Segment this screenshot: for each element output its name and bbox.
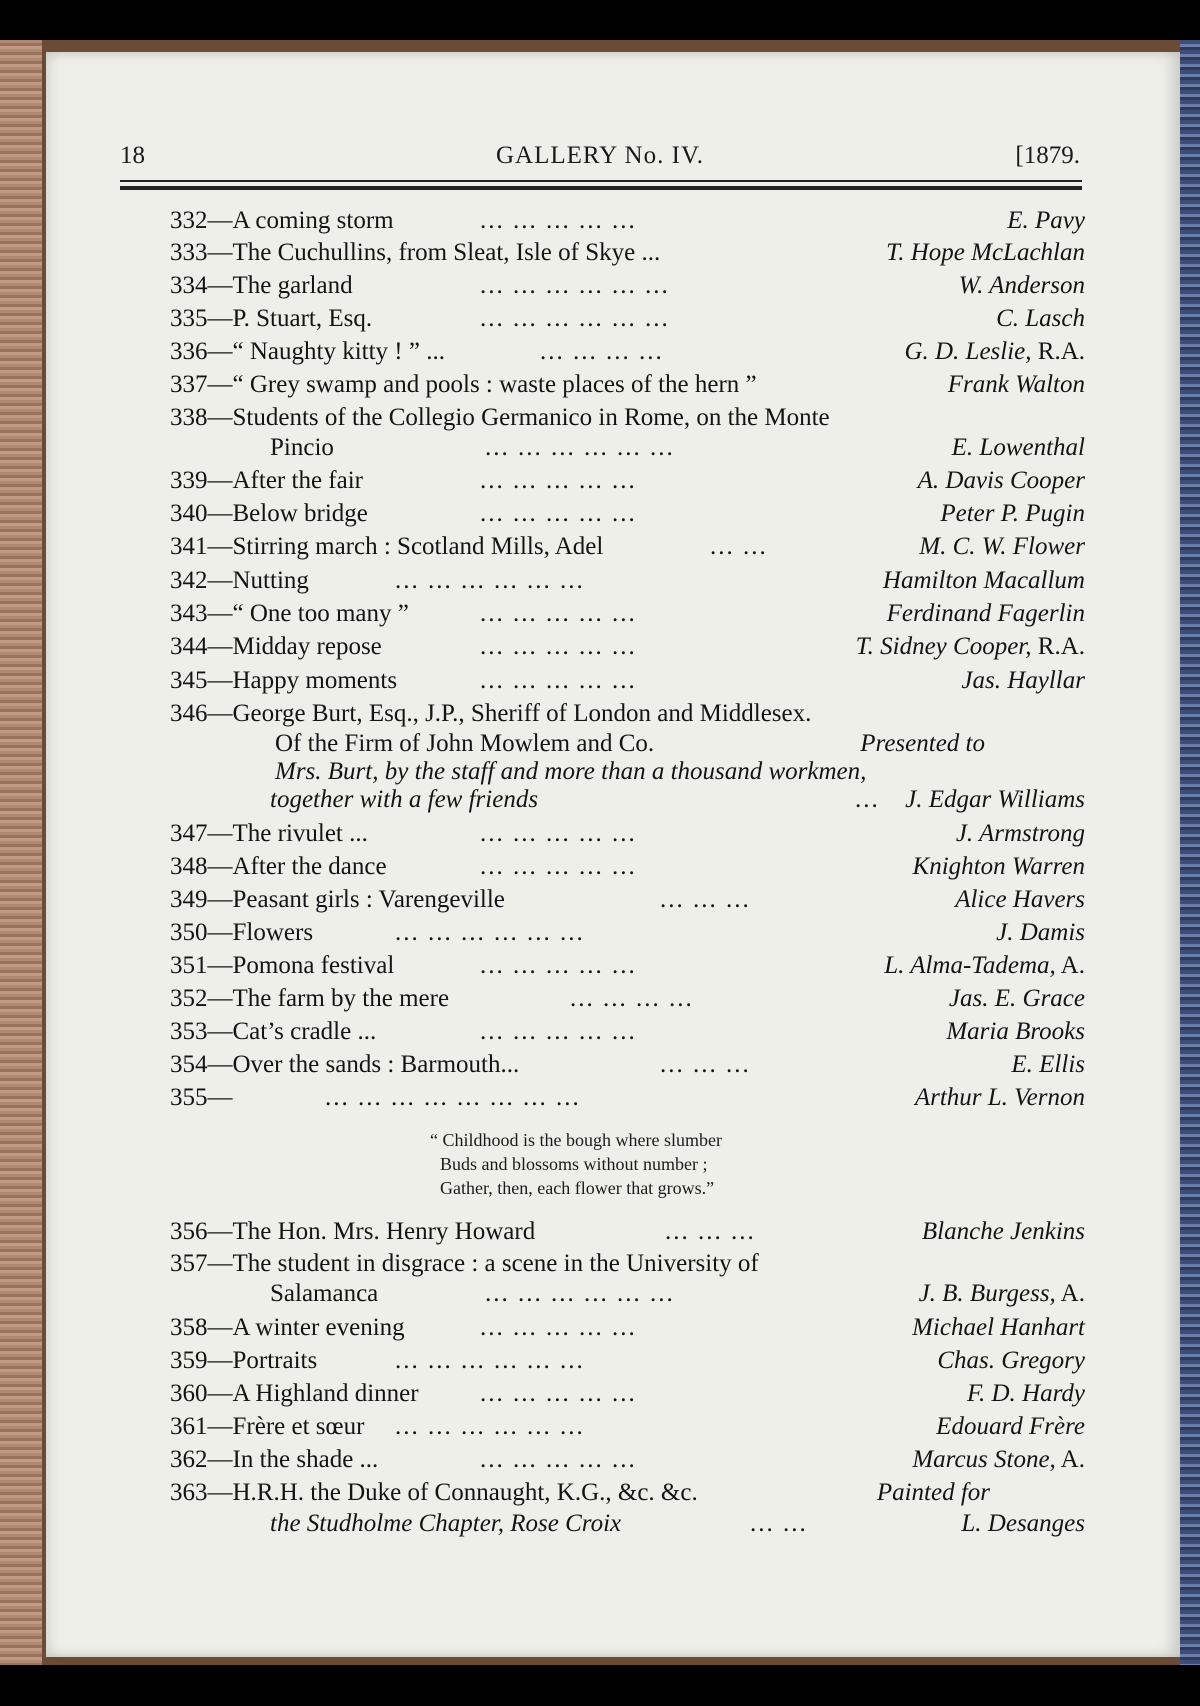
catalogue-entry-continuation: together with a few friends ... J. Edgar Williams [270,786,1085,813]
catalogue-entry: 341—Stirring march : Scotland Mills, Adel ... ... M. C. W. Flower [170,533,1085,560]
catalogue-entry: 363—H.R.H. the Duke of Connaught, K.G., &c. &c. Painted for [170,1479,990,1506]
catalogue-entry: 358—A winter evening ... ... ... ... ... Michael Hanhart [170,1314,1085,1341]
catalogue-entry: 348—After the dance ... ... ... ... ... Knighton Warren [170,853,1085,880]
catalogue-entry: 357—The student in disgrace : a scene in the University of [170,1250,759,1277]
catalogue-entry: 342—Nutting ... ... ... ... ... ... Hamilton Macallum [170,567,1085,594]
page-number: 18 [120,142,145,169]
catalogue-entry: 350—Flowers ... ... ... ... ... ... J. Damis [170,919,1085,946]
catalogue-entry: 335—P. Stuart, Esq. ... ... ... ... ... ... C. Lasch [170,305,1085,332]
catalogue-entry: 354—Over the sands : Barmouth... ... ... ... E. Ellis [170,1051,1085,1078]
catalogue-entry-continuation: Salamanca ... ... ... ... ... ... J. B. Burgess, A. [270,1280,1085,1307]
catalogue-entry: 351—Pomona festival ... ... ... ... ... L. Alma-Tadema, A. [170,952,1085,979]
gallery-title: GALLERY No. IV. [495,142,705,169]
catalogue-year: [1879. [1015,142,1080,169]
catalogue-entry: 345—Happy moments ... ... ... ... ... Jas. Hayllar [170,667,1085,694]
catalogue-entry: 346—George Burt, Esq., J.P., Sheriff of London and Middlesex. [170,700,812,727]
catalogue-entry: 339—After the fair ... ... ... ... ... A. Davis Cooper [170,467,1085,494]
catalogue-entry: 336—“ Naughty kitty ! ” ... ... ... ... ... G. D. Leslie, R.A. [170,338,1085,365]
catalogue-entry: 360—A Highland dinner ... ... ... ... ... F. D. Hardy [170,1380,1085,1407]
catalogue-entry: 347—The rivulet ... ... ... ... ... ... J. Armstrong [170,820,1085,847]
catalogue-entry: 356—The Hon. Mrs. Henry Howard ... ... ... Blanche Jenkins [170,1218,1085,1245]
catalogue-entry: 355— ... ... ... ... ... ... ... ... Arthur L. Vernon [170,1084,1085,1111]
poem-quote: “ Childhood is the bough where slumber Buds and blossoms without number ; Gather, then, each flower that grows.” [430,1130,722,1198]
catalogue-entry: 338—Students of the Collegio Germanico in Rome, on the Monte [170,404,830,431]
catalogue-entry: 349—Peasant girls : Varengeville ... ... ... Alice Havers [170,886,1085,913]
catalogue-entry-continuation: Of the Firm of John Mowlem and Co. Presented to [275,730,985,757]
catalogue-entry: 340—Below bridge ... ... ... ... ... Peter P. Pugin [170,500,1085,527]
catalogue-entry: 344—Midday repose ... ... ... ... ... T. Sidney Cooper, R.A. [170,633,1085,660]
catalogue-entry: 334—The garland ... ... ... ... ... ... W. Anderson [170,272,1085,299]
catalogue-entry: 361—Frère et sœur ... ... ... ... ... ... Edouard Frère [170,1413,1085,1440]
catalogue-entry: 352—The farm by the mere ... ... ... ... Jas. E. Grace [170,985,1085,1012]
catalogue-entry: 343—“ One too many ” ... ... ... ... ... Ferdinand Fagerlin [170,600,1085,627]
catalogue-entry: 353—Cat’s cradle ... ... ... ... ... ... Maria Brooks [170,1018,1085,1045]
catalogue-entry: 359—Portraits ... ... ... ... ... ... Chas. Gregory [170,1347,1085,1374]
catalogue-entry-continuation: the Studholme Chapter, Rose Croix ... ... L. Desanges [270,1510,1085,1537]
catalogue-entry-continuation: Mrs. Burt, by the staff and more than a thousand workmen, [275,758,867,785]
catalogue-entry: 332—A coming storm ... ... ... ... ... E. Pavy [170,207,1085,234]
catalogue-entry-continuation: Pincio ... ... ... ... ... ... E. Lowenthal [270,434,1085,461]
catalogue-entry: 362—In the shade ... ... ... ... ... ... Marcus Stone, A. [170,1446,1085,1473]
catalogue-entry: 333—The Cuchullins, from Sleat, Isle of Skye ... T. Hope McLachlan [170,239,1085,266]
catalogue-entry: 337—“ Grey swamp and pools : waste places of the hern ” Frank Walton [170,371,1085,398]
